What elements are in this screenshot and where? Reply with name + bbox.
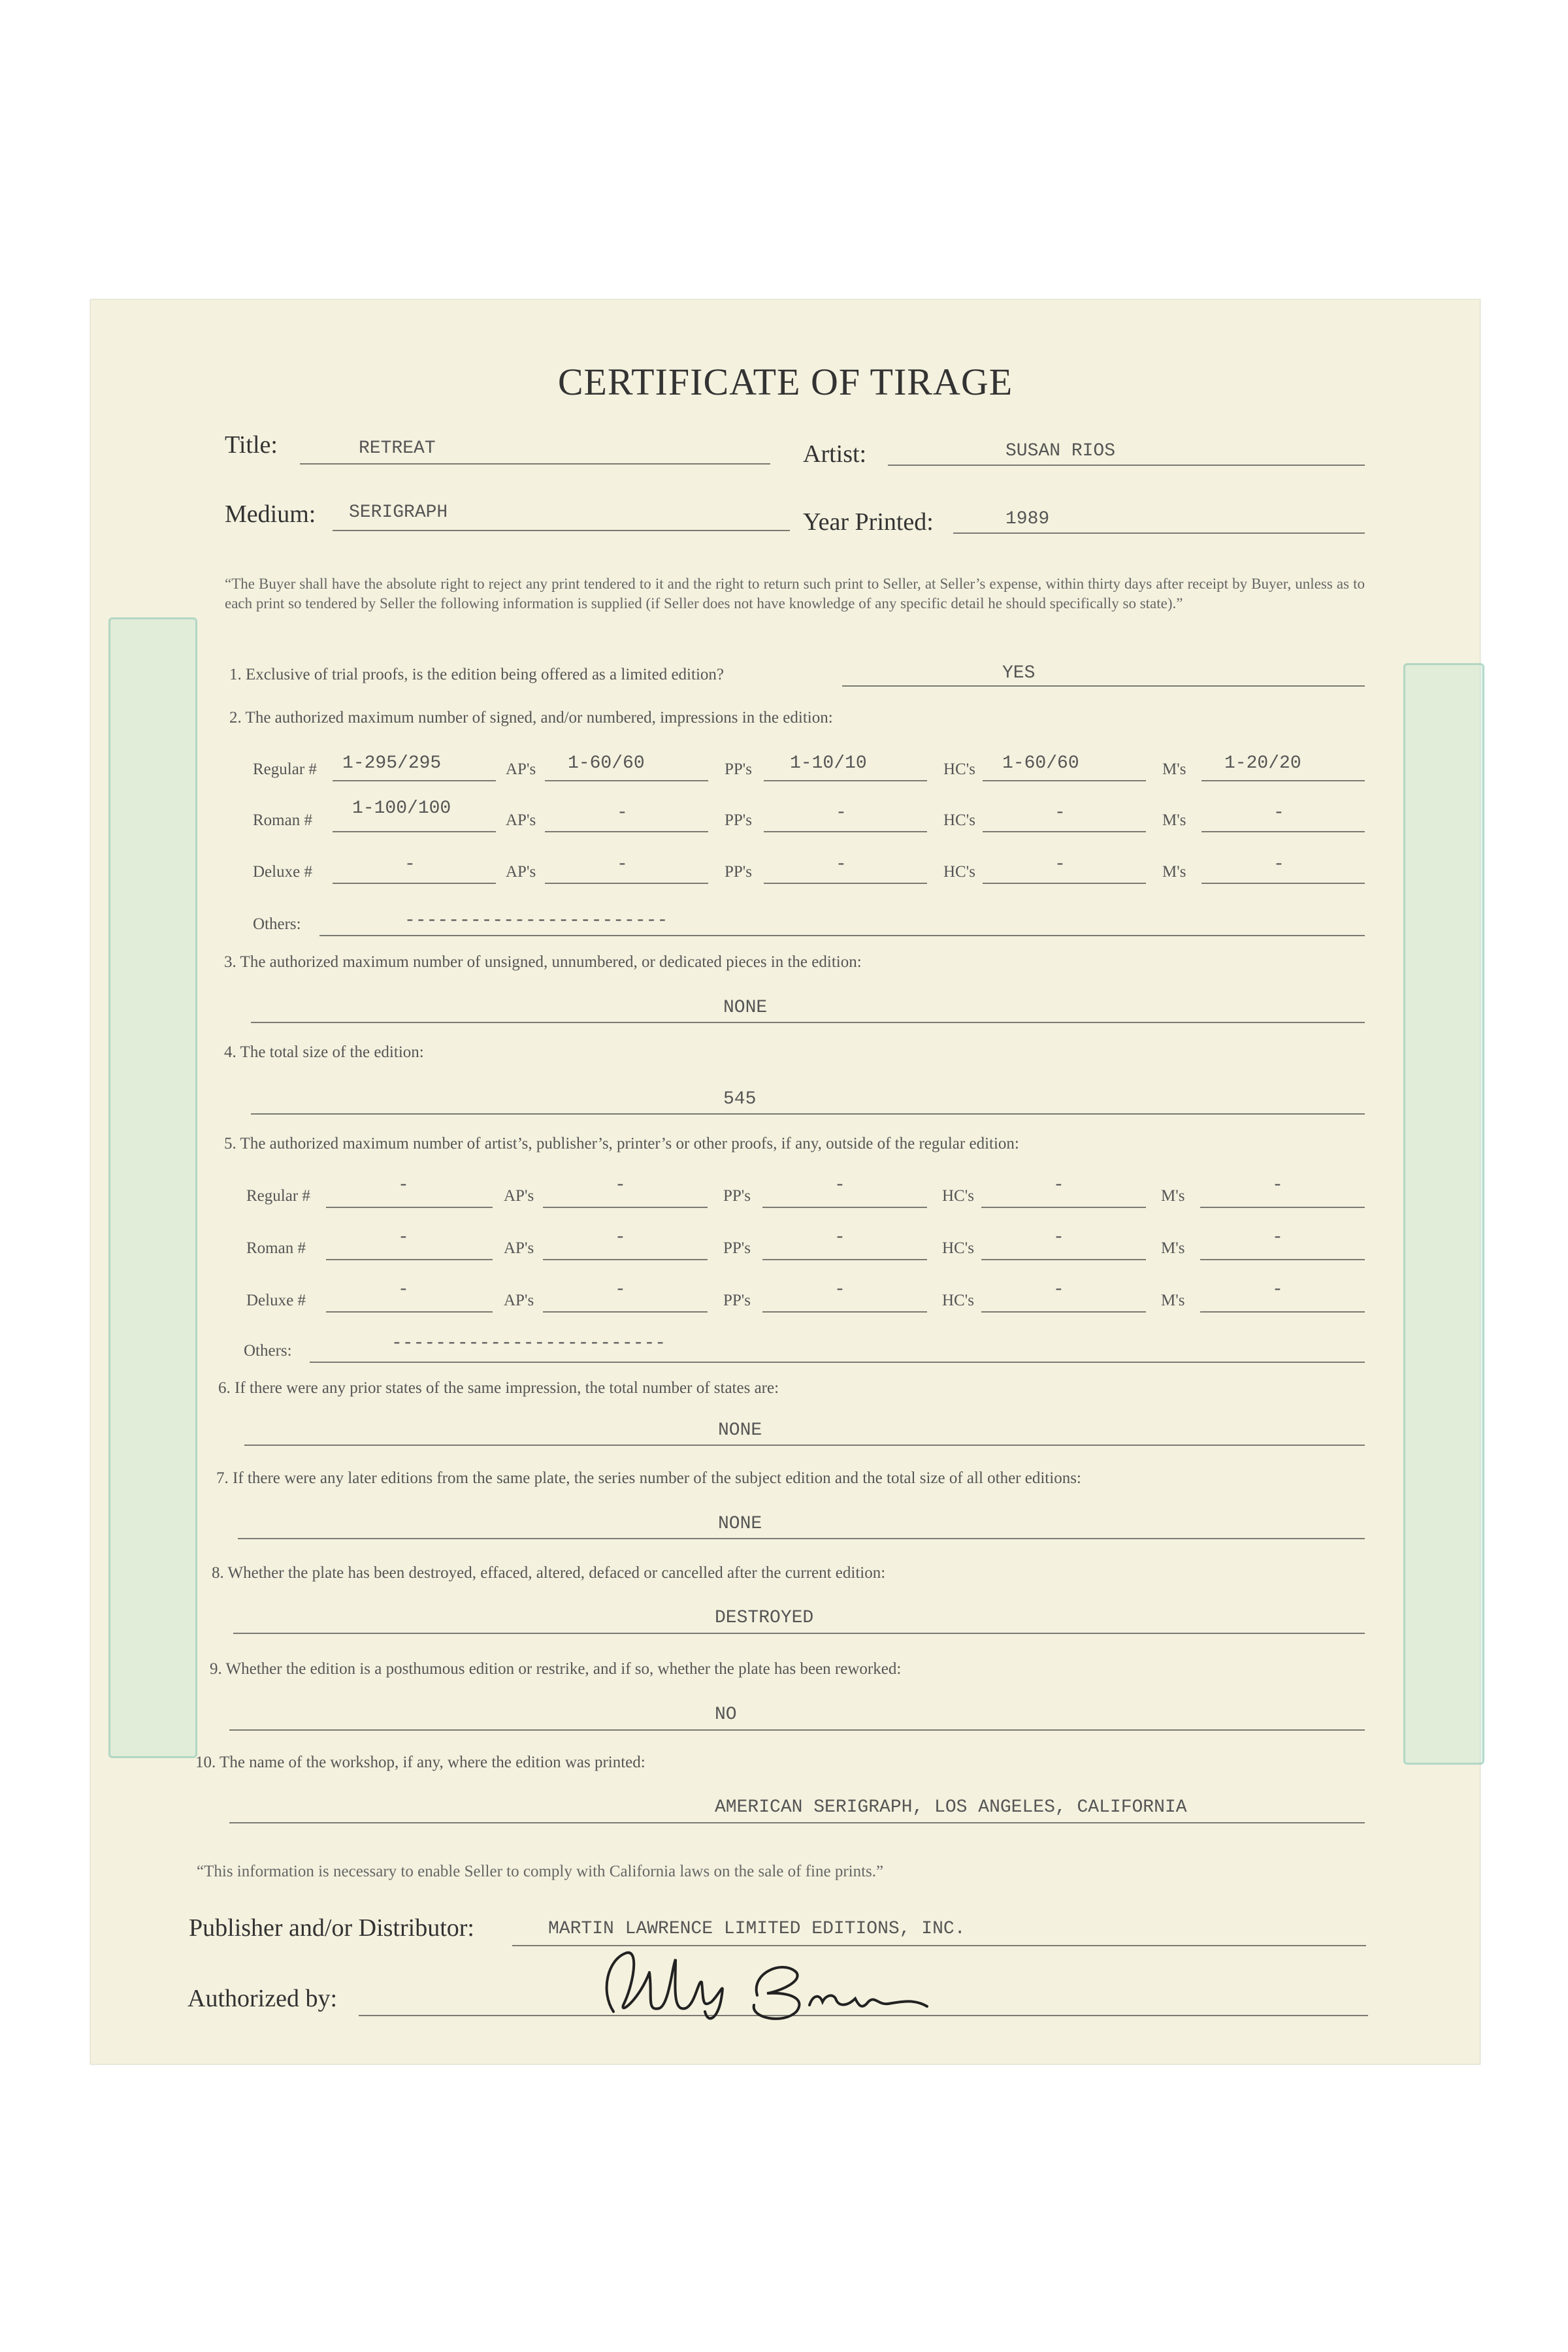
q2-regular-ap-line [545, 780, 708, 781]
q2-roman-ap-value: - [617, 803, 628, 823]
q2-deluxe-pp-label: PP's [725, 863, 753, 881]
q3-text: 3. The authorized maximum number of unsigned, unnumbered, or dedicated pieces in the edition: [224, 953, 862, 971]
title-value: RETREAT [359, 438, 436, 459]
q5-regular-m-label: M's [1161, 1187, 1185, 1205]
q2-deluxe-hc-label: HC's [943, 863, 975, 881]
q5-text: 5. The authorized maximum number of artist’s, publisher’s, printer’s or other proofs, if any, outside of the regular edition: [224, 1135, 1019, 1152]
publisher-label: Publisher and/or Distributor: [189, 1914, 474, 1942]
q5-roman-ap-value: - [615, 1228, 626, 1248]
q5-regular-hc-label: HC's [942, 1187, 974, 1205]
q5-roman-m-label: M's [1161, 1239, 1185, 1257]
publisher-value: MARTIN LAWRENCE LIMITED EDITIONS, INC. [548, 1919, 966, 1939]
title-label: Title: [225, 431, 278, 459]
q5-roman-pp-value: - [834, 1228, 845, 1248]
q2-others-label: Others: [253, 915, 301, 933]
q2-deluxe-m-line [1201, 883, 1365, 884]
q5-others-value: ------------------------- [391, 1333, 666, 1354]
q6-answer: NONE [718, 1420, 762, 1441]
certificate-paper [90, 299, 1480, 2065]
q2-regular-hc-line [983, 780, 1146, 781]
q2-regular-label: Regular # [253, 760, 317, 778]
q2-others-value: ------------------------ [404, 911, 668, 931]
q10-line [229, 1822, 1365, 1823]
q5-regular-hc-value: - [1053, 1175, 1064, 1196]
q2-roman-ap-line [545, 831, 708, 832]
q8-answer: DESTROYED [715, 1608, 814, 1628]
q5-regular-pp-label: PP's [723, 1187, 751, 1205]
q2-regular-pp-value: 1-10/10 [790, 753, 867, 774]
q4-text: 4. The total size of the edition: [224, 1043, 424, 1061]
q5-regular-pp-value: - [834, 1175, 845, 1196]
q10-text: 10. The name of the workshop, if any, where the edition was printed: [195, 1754, 645, 1771]
q2-deluxe-pp-line [764, 883, 927, 884]
q2-regular-m-label: M's [1162, 760, 1186, 778]
q2-roman-value: 1-100/100 [352, 798, 451, 819]
q2-deluxe-line [333, 883, 496, 884]
q5-roman-value: - [398, 1228, 409, 1248]
q5-roman-hc-line [981, 1259, 1146, 1260]
q2-roman-pp-label: PP's [725, 811, 753, 829]
title-line [300, 463, 770, 465]
q5-deluxe-label: Deluxe # [246, 1292, 306, 1309]
q2-deluxe-ap-label: AP's [506, 863, 536, 881]
q8-text: 8. Whether the plate has been destroyed, effaced, altered, defaced or cancelled after the current edition: [212, 1564, 886, 1582]
q2-regular-hc-label: HC's [943, 760, 975, 778]
q2-roman-ap-label: AP's [506, 811, 536, 829]
q2-deluxe-hc-line [983, 883, 1146, 884]
q4-line [251, 1113, 1365, 1115]
left-glass-clip [108, 617, 197, 1758]
medium-line [333, 530, 790, 531]
q2-roman-m-label: M's [1162, 811, 1186, 829]
q2-regular-line [333, 780, 496, 781]
q5-deluxe-line [326, 1311, 493, 1313]
q2-regular-ap-value: 1-60/60 [568, 753, 645, 774]
q2-deluxe-m-value: - [1273, 855, 1284, 875]
q10-answer: AMERICAN SERIGRAPH, LOS ANGELES, CALIFORNIA [715, 1797, 1187, 1818]
q9-answer: NO [715, 1705, 737, 1725]
artist-label: Artist: [803, 440, 867, 468]
q9-text: 9. Whether the edition is a posthumous edition or restrike, and if so, whether the plate has been reworked: [210, 1660, 902, 1678]
q5-deluxe-hc-value: - [1053, 1280, 1064, 1300]
q2-roman-label: Roman # [253, 811, 312, 829]
intro-paragraph: “The Buyer shall have the absolute right to reject any print tendered to it and the right to return such print to Seller, at Seller’s expense, within thirty days after receipt by Buyer, unless as to each print so tendered by Seller the following information is supplied (if Seller does not have knowledge of any specific detail he should specifically so state).” [225, 576, 1365, 612]
q6-text: 6. If there were any prior states of the same impression, the total number of states are: [218, 1379, 779, 1397]
closing-note: “This information is necessary to enable Seller to comply with California laws on the sale of fine prints.” [197, 1863, 884, 1880]
q2-roman-pp-line [764, 831, 927, 832]
q2-deluxe-value: - [404, 855, 416, 875]
q5-deluxe-hc-line [981, 1311, 1146, 1313]
q5-regular-m-value: - [1272, 1175, 1283, 1196]
q2-roman-m-line [1201, 831, 1365, 832]
medium-label: Medium: [225, 500, 316, 528]
q5-deluxe-ap-line [543, 1311, 708, 1313]
q7-answer: NONE [718, 1514, 762, 1534]
year-label: Year Printed: [803, 508, 934, 536]
q5-roman-m-value: - [1272, 1228, 1283, 1248]
q2-regular-pp-label: PP's [725, 760, 753, 778]
q2-deluxe-m-label: M's [1162, 863, 1186, 881]
q5-roman-label: Roman # [246, 1239, 306, 1257]
q2-roman-pp-value: - [836, 803, 847, 823]
certificate-title: CERTIFICATE OF TIRAGE [557, 361, 1013, 403]
q5-deluxe-m-line [1200, 1311, 1365, 1313]
q5-deluxe-pp-value: - [834, 1280, 845, 1300]
q5-roman-pp-line [762, 1259, 927, 1260]
year-value: 1989 [1005, 509, 1050, 529]
q6-line [244, 1445, 1365, 1446]
q2-others-line [319, 935, 1365, 936]
q5-regular-ap-value: - [615, 1175, 626, 1196]
q7-line [238, 1538, 1365, 1539]
q5-deluxe-pp-line [762, 1311, 927, 1313]
q3-line [251, 1022, 1365, 1023]
q2-regular-pp-line [764, 780, 927, 781]
q2-roman-line [333, 831, 496, 832]
q8-line [233, 1633, 1365, 1634]
q5-deluxe-m-value: - [1272, 1280, 1283, 1300]
authorized-label: Authorized by: [188, 1985, 338, 2012]
q1-text: 1. Exclusive of trial proofs, is the edition being offered as a limited edition? [229, 666, 724, 683]
q2-deluxe-ap-value: - [617, 855, 628, 875]
q5-regular-value: - [398, 1175, 409, 1196]
q1-line [842, 685, 1365, 687]
q5-others-label: Others: [244, 1342, 292, 1360]
q5-roman-pp-label: PP's [723, 1239, 751, 1257]
q2-regular-m-line [1201, 780, 1365, 781]
q5-regular-ap-label: AP's [504, 1187, 534, 1205]
q2-regular-ap-label: AP's [506, 760, 536, 778]
q4-answer: 545 [723, 1089, 757, 1109]
q2-regular-hc-value: 1-60/60 [1002, 753, 1079, 774]
q5-roman-hc-label: HC's [942, 1239, 974, 1257]
q3-answer: NONE [723, 998, 768, 1018]
q9-line [229, 1729, 1365, 1731]
q5-deluxe-value: - [398, 1280, 409, 1300]
medium-value: SERIGRAPH [349, 502, 448, 523]
q5-regular-m-line [1200, 1207, 1365, 1208]
q2-deluxe-ap-line [545, 883, 708, 884]
q5-regular-line [326, 1207, 493, 1208]
q5-deluxe-m-label: M's [1161, 1292, 1185, 1309]
q5-deluxe-hc-label: HC's [942, 1292, 974, 1309]
q1-answer: YES [1002, 663, 1036, 683]
q2-deluxe-pp-value: - [836, 855, 847, 875]
q5-deluxe-pp-label: PP's [723, 1292, 751, 1309]
q2-roman-hc-label: HC's [943, 811, 975, 829]
q5-regular-pp-line [762, 1207, 927, 1208]
right-glass-clip [1403, 663, 1484, 1765]
q2-regular-value: 1-295/295 [342, 753, 442, 774]
q5-others-line [310, 1362, 1365, 1363]
q5-roman-hc-value: - [1053, 1228, 1064, 1248]
q5-regular-hc-line [981, 1207, 1146, 1208]
q7-text: 7. If there were any later editions from the same plate, the series number of the subject edition and the total size of all other editions: [216, 1469, 1081, 1487]
q2-text: 2. The authorized maximum number of signed, and/or numbered, impressions in the edition: [229, 709, 833, 727]
signature [587, 1933, 953, 2031]
q2-deluxe-label: Deluxe # [253, 863, 312, 881]
q5-regular-label: Regular # [246, 1187, 310, 1205]
q2-regular-m-value: 1-20/20 [1224, 753, 1301, 774]
q5-deluxe-ap-value: - [615, 1280, 626, 1300]
q5-roman-ap-line [543, 1259, 708, 1260]
q5-deluxe-ap-label: AP's [504, 1292, 534, 1309]
q5-regular-ap-line [543, 1207, 708, 1208]
artist-value: SUSAN RIOS [1005, 441, 1116, 461]
q2-roman-hc-line [983, 831, 1146, 832]
q5-roman-ap-label: AP's [504, 1239, 534, 1257]
year-line [953, 532, 1365, 534]
artist-line [888, 465, 1365, 466]
q5-roman-line [326, 1259, 493, 1260]
q2-roman-hc-value: - [1054, 803, 1066, 823]
q2-roman-m-value: - [1273, 803, 1284, 823]
q2-deluxe-hc-value: - [1054, 855, 1066, 875]
q5-roman-m-line [1200, 1259, 1365, 1260]
